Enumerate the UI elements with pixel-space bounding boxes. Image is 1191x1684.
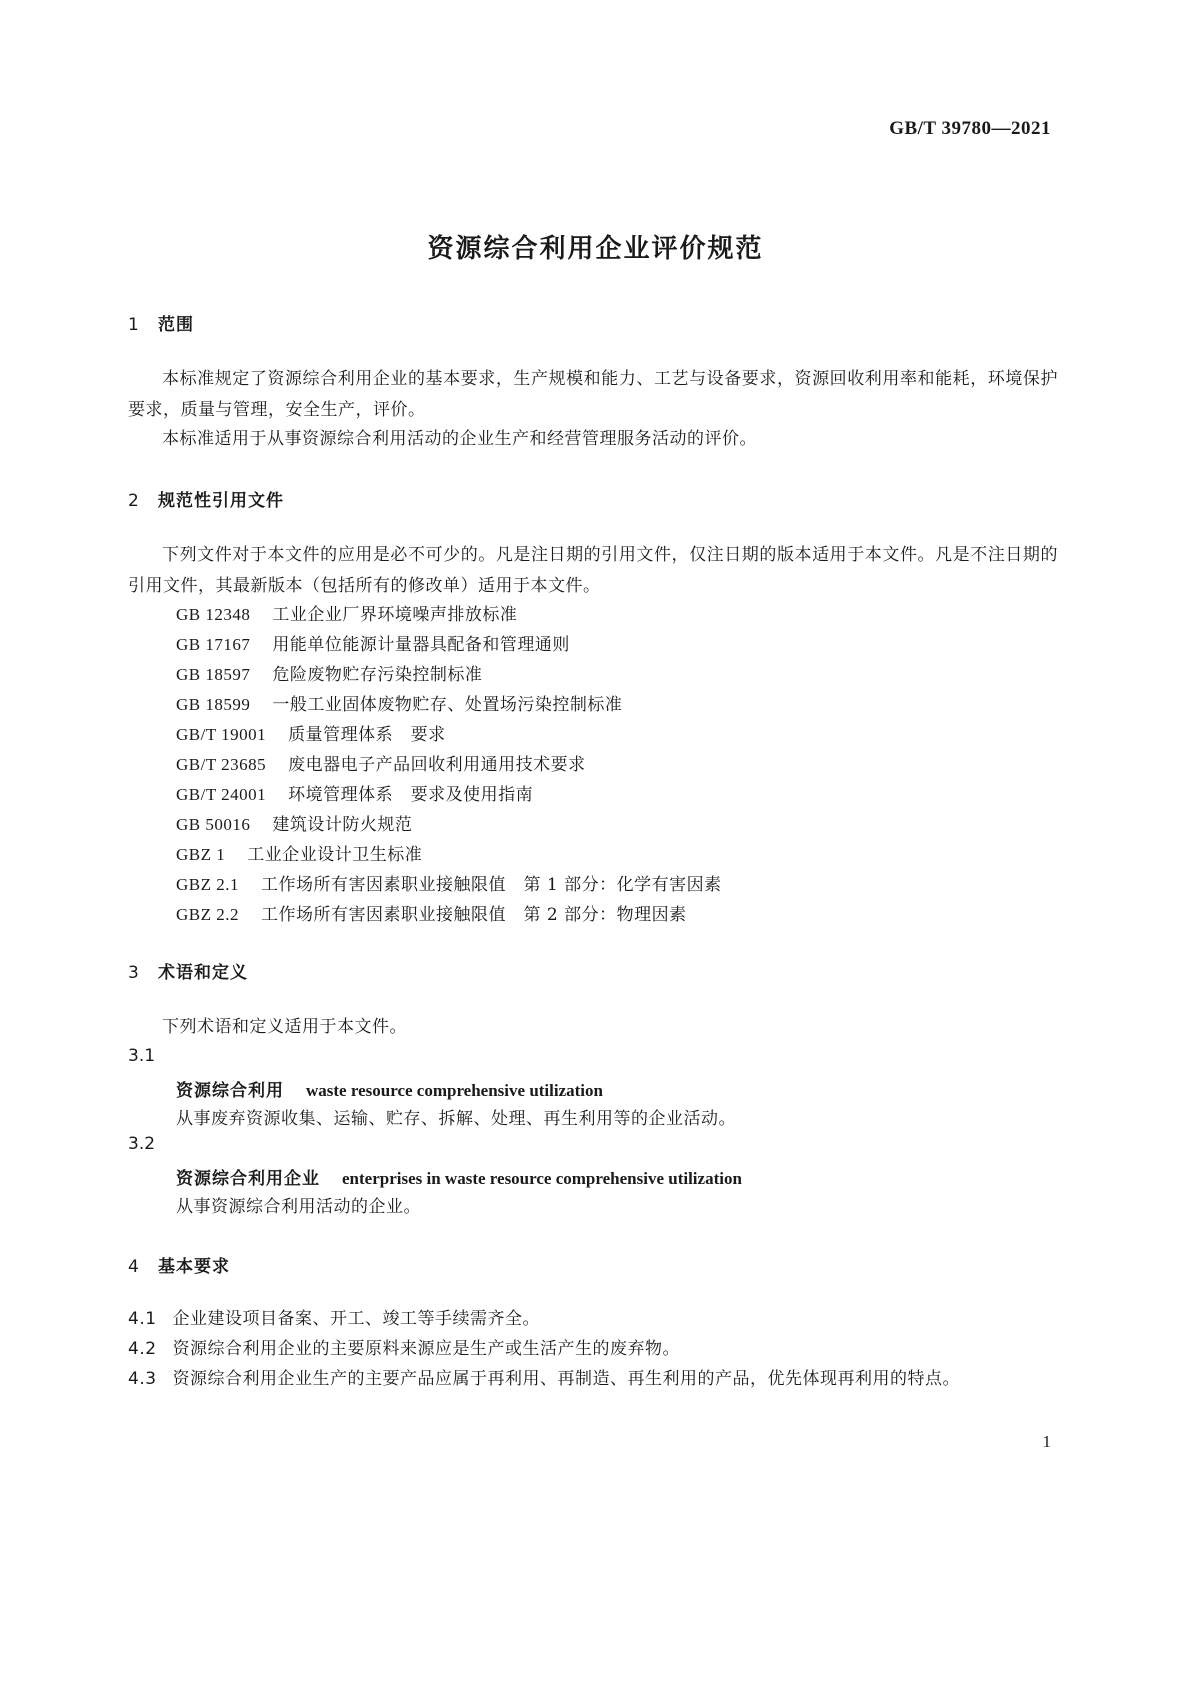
reference-item bbox=[176, 900, 687, 925]
reference-code: GB 18599 bbox=[176, 695, 251, 714]
section-2-paragraph-1: 下列文件对于本文件的应用是必不可少的。凡是注日期的引用文件，仅注日期的版本适用于本文件。凡是不注日期的引用文件，其最新版本（包括所有的修改单）适用于本文件。 bbox=[128, 545, 1058, 596]
section-title: 规范性引用文件 bbox=[158, 491, 284, 511]
reference-code: GB 18597 bbox=[176, 665, 251, 684]
reference-code: GB/T 19001 bbox=[176, 725, 267, 744]
reference-item bbox=[176, 720, 446, 745]
term-chinese: 资源综合利用 bbox=[176, 1081, 284, 1101]
clause-item bbox=[128, 1334, 1058, 1365]
reference-title: 质量管理体系 要求 bbox=[288, 725, 446, 745]
reference-title: 工作场所有害因素职业接触限值 第 1 部分：化学有害因素 bbox=[261, 875, 722, 895]
term-chinese: 资源综合利用企业 bbox=[176, 1169, 320, 1189]
section-number: 1 bbox=[128, 315, 140, 335]
clause-number: 4.3 bbox=[128, 1369, 157, 1389]
reference-item bbox=[176, 600, 517, 625]
reference-code: GB 17167 bbox=[176, 635, 251, 654]
reference-code: GBZ 2.2 bbox=[176, 905, 239, 924]
reference-title: 工业企业厂界环境噪声排放标准 bbox=[272, 605, 518, 625]
reference-title: 工业企业设计卫生标准 bbox=[247, 845, 423, 865]
document-title: 资源综合利用企业评价规范 bbox=[427, 234, 764, 264]
term-number: 3.2 bbox=[128, 1134, 156, 1154]
clause-number: 4.1 bbox=[128, 1309, 157, 1329]
reference-code: GB/T 24001 bbox=[176, 785, 267, 804]
term-heading bbox=[176, 1076, 603, 1101]
reference-code: GB 50016 bbox=[176, 815, 251, 834]
reference-title: 环境管理体系 要求及使用指南 bbox=[288, 785, 534, 805]
section-number: 2 bbox=[128, 491, 140, 511]
term-heading bbox=[176, 1164, 742, 1189]
reference-item bbox=[176, 870, 722, 895]
section-4-heading bbox=[128, 1252, 230, 1277]
reference-item bbox=[176, 810, 412, 835]
clause-text: 资源综合利用企业的主要原料来源应是生产或生活产生的废弃物。 bbox=[172, 1339, 681, 1359]
section-1-paragraph-2: 本标准适用于从事资源综合利用活动的企业生产和经营管理服务活动的评价。 bbox=[162, 429, 757, 449]
section-2-heading bbox=[128, 486, 284, 511]
reference-item bbox=[176, 750, 586, 775]
clause-number: 4.2 bbox=[128, 1339, 157, 1359]
reference-code: GBZ 1 bbox=[176, 845, 226, 864]
term-number: 3.1 bbox=[128, 1046, 156, 1066]
reference-code: GBZ 2.1 bbox=[176, 875, 239, 894]
clause-text: 企业建设项目备案、开工、竣工等手续需齐全。 bbox=[172, 1309, 541, 1329]
clause-item bbox=[128, 1304, 1058, 1335]
term-definition: 从事资源综合利用活动的企业。 bbox=[176, 1197, 421, 1217]
section-1-heading bbox=[128, 310, 194, 335]
reference-item bbox=[176, 630, 570, 655]
reference-title: 建筑设计防火规范 bbox=[272, 815, 413, 835]
reference-title: 一般工业固体废物贮存、处置场污染控制标准 bbox=[272, 695, 623, 715]
reference-title: 危险废物贮存污染控制标准 bbox=[272, 665, 483, 685]
reference-title: 工作场所有害因素职业接触限值 第 2 部分：物理因素 bbox=[261, 905, 687, 925]
reference-code: GB 12348 bbox=[176, 605, 251, 624]
reference-code: GB/T 23685 bbox=[176, 755, 267, 774]
term-english: waste resource comprehensive utilization bbox=[306, 1081, 603, 1100]
section-title: 范围 bbox=[158, 315, 194, 335]
reference-item bbox=[176, 660, 482, 685]
reference-title: 用能单位能源计量器具配备和管理通则 bbox=[272, 635, 570, 655]
term-definition: 从事废弃资源收集、运输、贮存、拆解、处理、再生利用等的企业活动。 bbox=[176, 1109, 736, 1129]
reference-item bbox=[176, 840, 422, 865]
reference-item bbox=[176, 780, 533, 805]
reference-item bbox=[176, 690, 622, 715]
section-3-heading bbox=[128, 958, 248, 983]
reference-title: 废电器电子产品回收利用通用技术要求 bbox=[288, 755, 586, 775]
section-title: 术语和定义 bbox=[158, 963, 248, 983]
section-number: 4 bbox=[128, 1257, 140, 1277]
section-1-paragraph-1: 本标准规定了资源综合利用企业的基本要求，生产规模和能力、工艺与设备要求，资源回收利用率和能耗，环境保护要求，质量与管理，安全生产，评价。 bbox=[128, 369, 1058, 420]
page-number: 1 bbox=[1042, 1432, 1051, 1451]
section-title: 基本要求 bbox=[158, 1257, 230, 1277]
standard-code: GB/T 39780—2021 bbox=[889, 118, 1051, 139]
section-3-paragraph-1: 下列术语和定义适用于本文件。 bbox=[162, 1017, 407, 1037]
clause-text: 资源综合利用企业生产的主要产品应属于再利用、再制造、再生利用的产品，优先体现再利用的特点。 bbox=[172, 1369, 961, 1389]
clause-item bbox=[128, 1364, 1058, 1395]
section-number: 3 bbox=[128, 963, 140, 983]
term-english: enterprises in waste resource comprehensive utilization bbox=[342, 1169, 742, 1188]
